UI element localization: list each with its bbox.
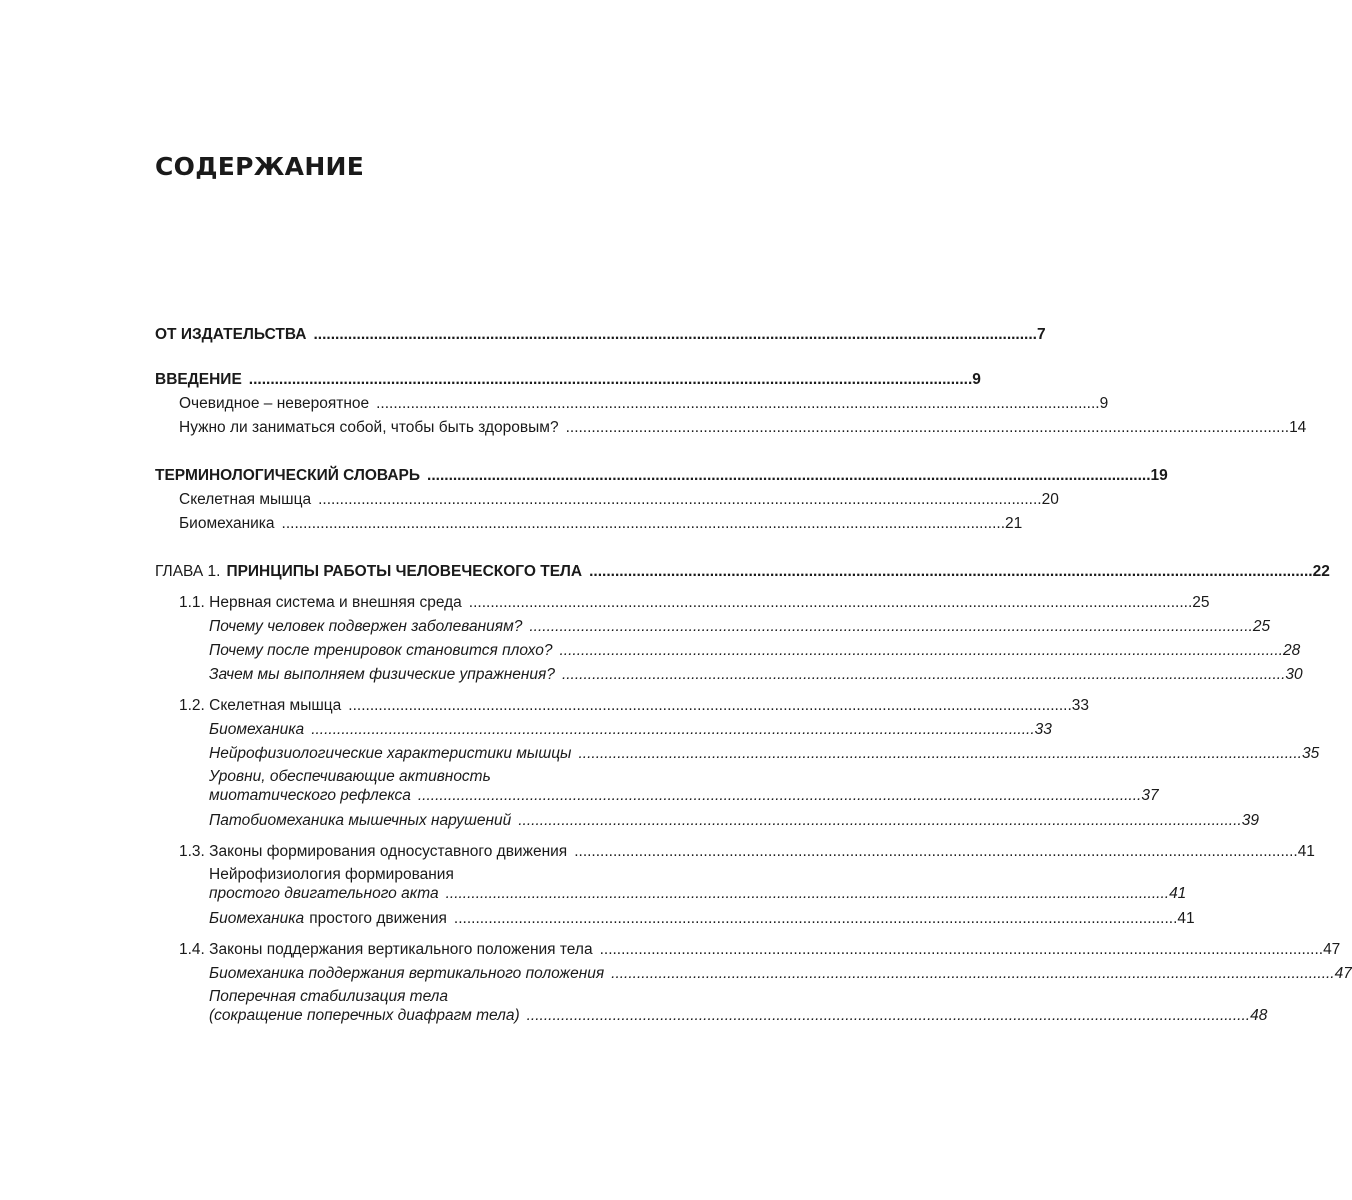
toc-label: ОТ ИЗДАТЕЛЬСТВА <box>155 326 307 343</box>
toc-page: 9 <box>1099 395 1109 412</box>
toc-page: 30 <box>1285 666 1303 683</box>
toc-label-italic: Биомеханика <box>209 910 305 927</box>
toc-entry-publisher[interactable] <box>155 323 1046 347</box>
toc-label: Биомеханика <box>179 515 275 532</box>
toc-label: Зачем мы выполняем физические упражнения? <box>209 666 555 683</box>
toc-entry[interactable] <box>155 1007 1268 1029</box>
toc-entry-section-1-4[interactable] <box>155 938 1341 962</box>
toc-entry-section-1-2[interactable] <box>155 694 1090 718</box>
toc-entry[interactable] <box>155 962 1352 986</box>
toc-leader: ........................................................................................................................................................................ <box>518 812 1242 829</box>
toc-page: 39 <box>1241 812 1259 829</box>
toc-page: 33 <box>1071 697 1090 714</box>
toc-label: 1.1. Нервная система и внешняя среда <box>179 594 462 611</box>
toc-entry-glossary[interactable] <box>155 464 1168 488</box>
toc-label: Биомеханика поддержания вертикального положения <box>209 965 605 982</box>
toc-leader: ........................................................................................................................................................................ <box>559 642 1283 659</box>
toc-entry[interactable] <box>155 787 1159 809</box>
toc-leader: ........................................................................................................................................................................ <box>611 965 1335 982</box>
table-of-contents <box>155 323 1352 1029</box>
toc-page: 14 <box>1289 419 1307 436</box>
toc-label: 1.2. Скелетная мышца <box>179 697 342 714</box>
toc-label: Скелетная мышца <box>179 491 312 508</box>
toc-entry[interactable] <box>155 663 1303 687</box>
toc-page: 19 <box>1150 467 1168 484</box>
toc-entry[interactable] <box>155 639 1301 663</box>
toc-page: 9 <box>972 371 981 388</box>
toc-leader: ........................................................................................................................................................................ <box>574 843 1298 860</box>
toc-leader: ........................................................................................................................................................................ <box>318 491 1042 508</box>
toc-label: Почему после тренировок становится плохо? <box>209 642 553 659</box>
toc-page: 48 <box>1250 1007 1268 1024</box>
toc-leader: ........................................................................................................................................................................ <box>311 721 1035 738</box>
toc-page: 41 <box>1297 843 1315 860</box>
toc-label: простого двигательного акта <box>209 885 439 902</box>
toc-label: Очевидное – невероятное <box>179 395 370 412</box>
toc-leader: ........................................................................................................................................................................ <box>313 326 1037 343</box>
toc-entry-line1: Поперечная стабилизация тела <box>209 988 449 1005</box>
toc-label: ВВЕДЕНИЕ <box>155 371 242 388</box>
toc-leader: ........................................................................................................................................................................ <box>281 515 1006 532</box>
toc-label: 1.3. Законы формирования односуставного движения <box>179 843 568 860</box>
toc-page: 47 <box>1323 941 1341 958</box>
toc-entry-line1: Нейрофизиология формирования <box>209 866 454 883</box>
toc-leader: ........................................................................................................................................................................ <box>376 395 1100 412</box>
toc-label: 1.4. Законы поддержания вертикального положения тела <box>179 941 593 958</box>
page-title: СОДЕРЖАНИЕ <box>155 152 365 181</box>
toc-page: 37 <box>1141 787 1159 804</box>
toc-label: Патобиомеханика мышечных нарушений <box>209 812 512 829</box>
toc-label: миотатического рефлекса <box>209 787 411 804</box>
toc-page: 33 <box>1034 721 1052 738</box>
toc-leader: ........................................................................................................................................................................ <box>526 1007 1251 1024</box>
toc-page: 28 <box>1282 642 1301 659</box>
toc-entry[interactable] <box>155 742 1320 766</box>
toc-page: 22 <box>1312 563 1330 580</box>
toc-leader: ........................................................................................................................................................................ <box>565 419 1290 436</box>
toc-entry-line1: Уровни, обеспечивающие активность <box>209 768 491 785</box>
toc-entry[interactable] <box>155 416 1307 440</box>
toc-entry[interactable] <box>155 718 1052 742</box>
toc-leader: ........................................................................................................................................................................ <box>248 371 973 388</box>
toc-label: Почему человек подвержен заболеваниям? <box>209 618 523 635</box>
toc-leader: ........................................................................................................................................................................ <box>589 563 1313 580</box>
toc-leader: ........................................................................................................................................................................ <box>427 467 1151 484</box>
toc-page: 35 <box>1301 745 1320 762</box>
toc-label: Нужно ли заниматься собой, чтобы быть здоровым? <box>179 419 559 436</box>
toc-leader: ........................................................................................................................................................................ <box>445 885 1170 902</box>
toc-entry[interactable] <box>155 885 1187 907</box>
toc-entry-intro[interactable] <box>155 368 981 392</box>
toc-page: 41 <box>1169 885 1187 902</box>
toc-leader: ........................................................................................................................................................................ <box>453 910 1178 927</box>
toc-entry-chapter-1[interactable] <box>155 560 1330 584</box>
toc-page: 20 <box>1041 491 1059 508</box>
toc-entry-section-1-1[interactable] <box>155 591 1210 615</box>
toc-page: 25 <box>1192 594 1210 611</box>
toc-page: 7 <box>1036 326 1046 343</box>
toc-entry[interactable] <box>155 907 1195 931</box>
toc-label: Нейрофизиологические характеристики мышцы <box>209 745 572 762</box>
toc-entry[interactable] <box>155 615 1271 639</box>
toc-label: Биомеханика <box>209 721 305 738</box>
toc-page: 41 <box>1177 910 1195 927</box>
toc-page: 21 <box>1005 515 1023 532</box>
toc-label: ПРИНЦИПЫ РАБОТЫ ЧЕЛОВЕЧЕСКОГО ТЕЛА <box>226 563 583 580</box>
toc-leader: ........................................................................................................................................................................ <box>417 787 1142 804</box>
toc-label: простого движения <box>309 910 447 927</box>
toc-leader: ........................................................................................................................................................................ <box>468 594 1193 611</box>
toc-leader: ........................................................................................................................................................................ <box>599 941 1324 958</box>
chapter-prefix: ГЛАВА 1. <box>155 563 221 580</box>
toc-leader: ........................................................................................................................................................................ <box>348 697 1072 714</box>
toc-label: (сокращение поперечных диафрагм тела) <box>209 1007 520 1024</box>
toc-entry[interactable] <box>155 392 1109 416</box>
toc-entry-section-1-3[interactable] <box>155 840 1315 864</box>
toc-leader: ........................................................................................................................................................................ <box>578 745 1302 762</box>
toc-page: 25 <box>1252 618 1271 635</box>
toc-entry[interactable] <box>155 512 1023 536</box>
toc-label: ТЕРМИНОЛОГИЧЕСКИЙ СЛОВАРЬ <box>155 467 421 484</box>
toc-entry[interactable] <box>155 809 1259 833</box>
toc-page: 47 <box>1334 965 1352 982</box>
toc-leader: ........................................................................................................................................................................ <box>529 618 1253 635</box>
toc-leader: ........................................................................................................................................................................ <box>561 666 1286 683</box>
toc-entry[interactable] <box>155 488 1059 512</box>
